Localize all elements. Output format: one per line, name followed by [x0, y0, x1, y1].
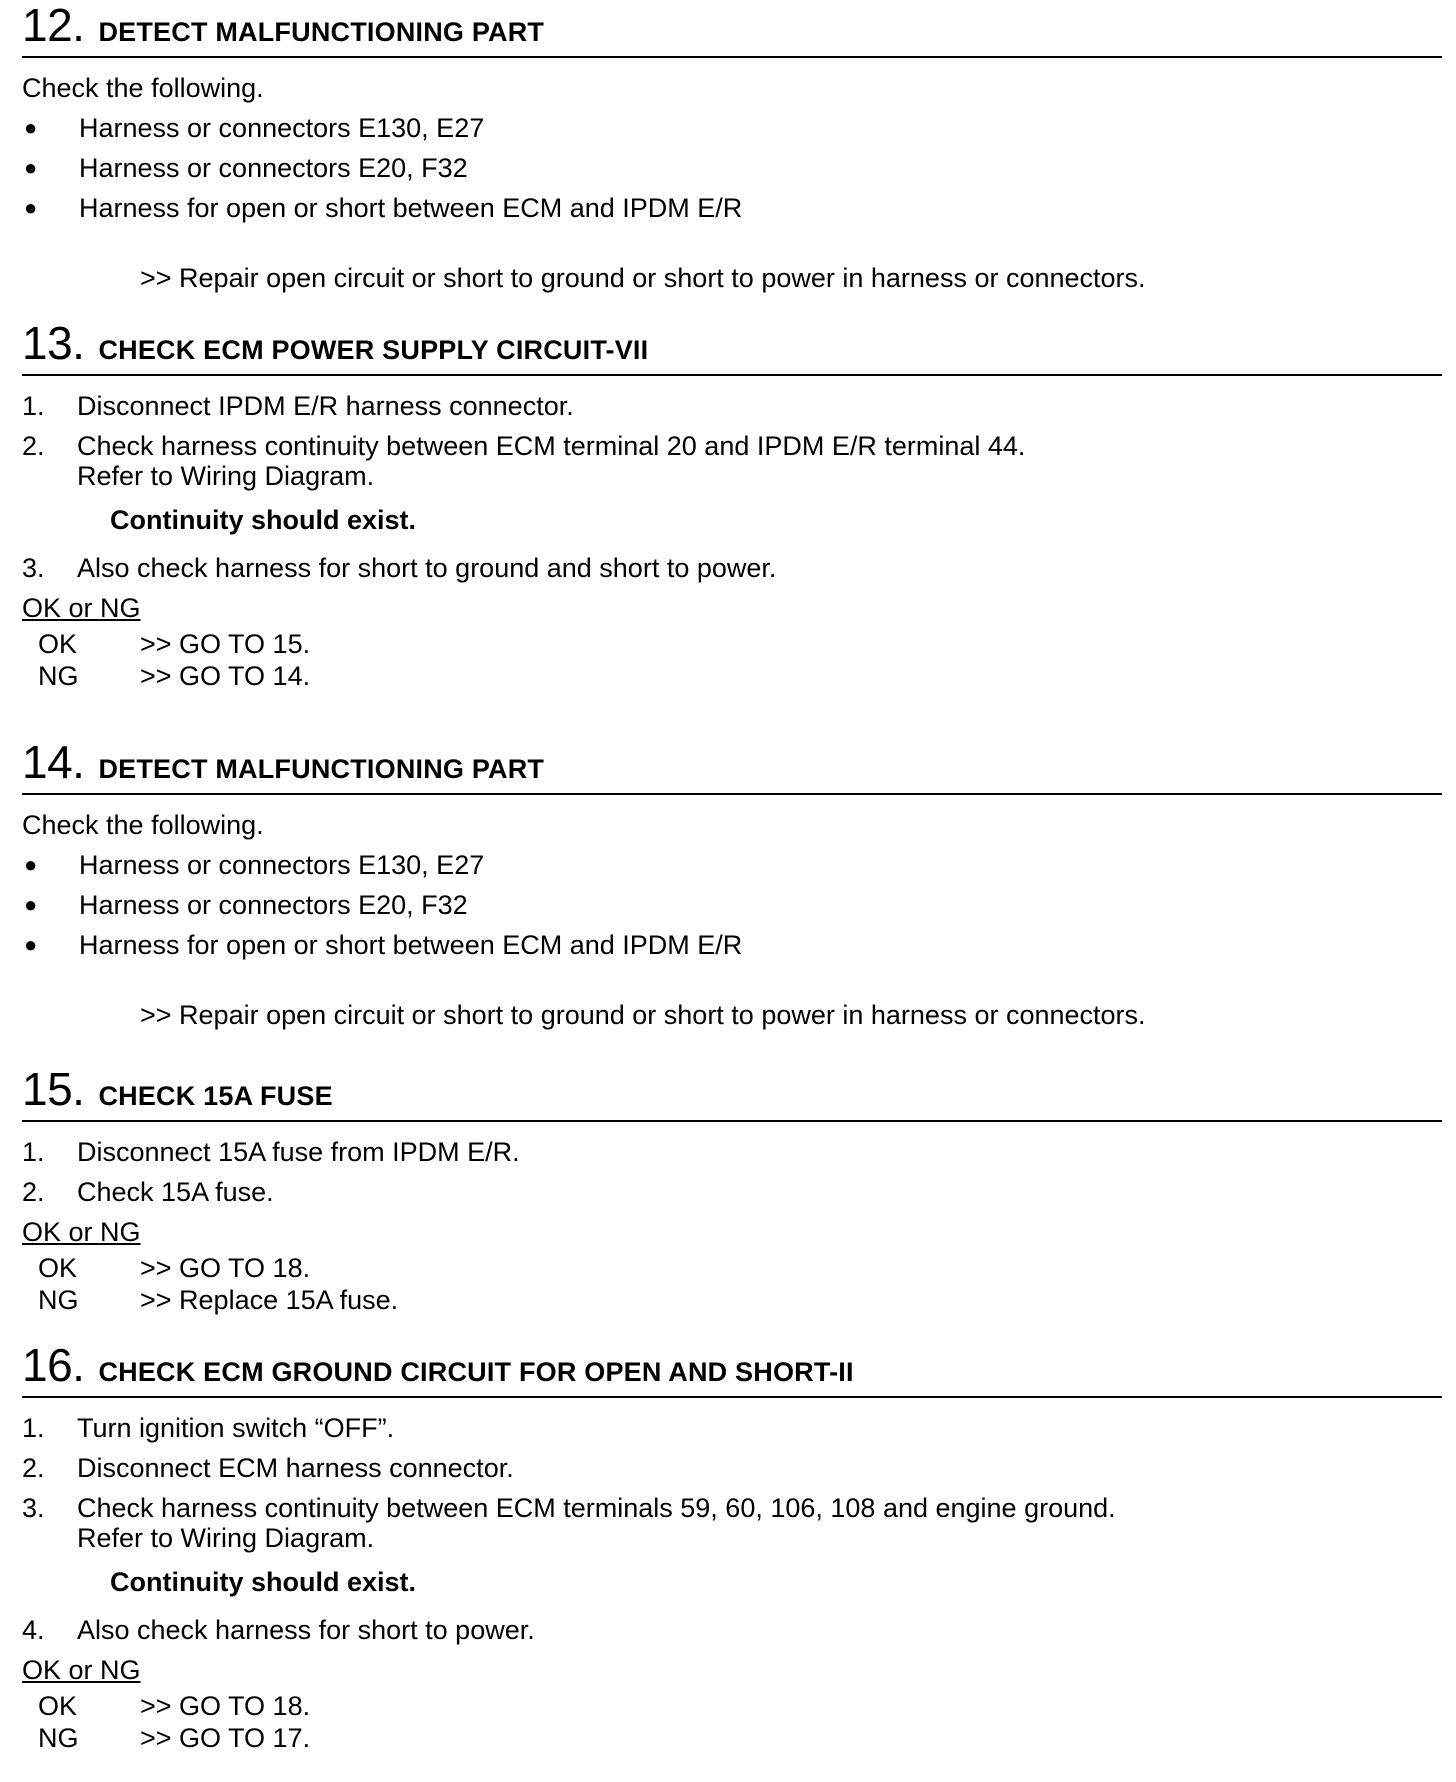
item-number: 4.: [22, 1615, 45, 1645]
spec-statement: Continuity should exist.: [110, 505, 417, 535]
item-number: 1.: [22, 391, 45, 421]
step-16: [22, 1340, 1442, 1754]
item-text: Also check harness for short to ground and short to power.: [77, 553, 777, 583]
result-heading: OK or NG: [22, 593, 141, 623]
step-number: 12.: [22, 0, 85, 51]
item-text: Turn ignition switch “OFF”.: [77, 1413, 395, 1443]
step-header: [22, 318, 1442, 376]
result-key: NG: [38, 661, 79, 691]
result-row: [22, 1284, 1442, 1316]
numbered-item: [22, 1408, 1442, 1448]
step-intro: Check the following.: [22, 73, 264, 103]
numbered-item: [22, 548, 1442, 588]
result-row: [22, 1722, 1442, 1754]
list-item: [22, 845, 1442, 885]
numbered-item: [22, 1172, 1442, 1212]
step-number: 13.: [22, 317, 85, 369]
result-action: >> GO TO 18.: [140, 1691, 311, 1721]
step-title: CHECK ECM POWER SUPPLY CIRCUIT-VII: [98, 335, 649, 365]
list-item-text: Harness for open or short between ECM and IPDM E/R: [79, 193, 743, 223]
step-15: [22, 1064, 1442, 1316]
item-number: 1.: [22, 1413, 45, 1443]
list-item-text: Harness or connectors E20, F32: [79, 153, 468, 183]
list-item-text: Harness for open or short between ECM and IPDM E/R: [79, 930, 743, 960]
item-number: 3.: [22, 553, 45, 583]
numbered-item: [22, 426, 1442, 492]
result-key: NG: [38, 1723, 79, 1753]
list-item: [22, 148, 1442, 188]
result-action: >> GO TO 17.: [140, 1723, 311, 1753]
step-header: [22, 737, 1442, 795]
step-title: CHECK ECM GROUND CIRCUIT FOR OPEN AND SHORT-II: [98, 1357, 854, 1387]
result-key: NG: [38, 1285, 79, 1315]
numbered-item: [22, 386, 1442, 426]
step-title: DETECT MALFUNCTIONING PART: [98, 17, 545, 47]
bullet-icon: ●: [24, 932, 38, 957]
item-number: 2.: [22, 1453, 45, 1483]
item-number: 1.: [22, 1137, 45, 1167]
list-item-text: Harness or connectors E130, E27: [79, 113, 485, 143]
result-action: >> GO TO 18.: [140, 1253, 311, 1283]
repair-instruction: >> Repair open circuit or short to ground or short to power in harness or connectors.: [140, 263, 1146, 293]
result-heading: OK or NG: [22, 1217, 141, 1247]
step-header: [22, 1064, 1442, 1122]
result-key: OK: [38, 629, 78, 659]
step-number: 16.: [22, 1339, 85, 1391]
list-item: [22, 925, 1442, 965]
item-number: 3.: [22, 1493, 45, 1523]
step-number: 14.: [22, 736, 85, 788]
item-number: 2.: [22, 1177, 45, 1207]
result-action: >> GO TO 15.: [140, 629, 311, 659]
bullet-icon: ●: [24, 155, 38, 180]
result-heading: OK or NG: [22, 1655, 141, 1685]
numbered-item: [22, 1448, 1442, 1488]
step-number: 15.: [22, 1063, 85, 1115]
step-header: [22, 0, 1442, 58]
item-text: Also check harness for short to power.: [77, 1615, 535, 1645]
result-key: OK: [38, 1691, 78, 1721]
step-title: CHECK 15A FUSE: [98, 1081, 333, 1111]
item-number: 2.: [22, 431, 45, 461]
result-row: [22, 1690, 1442, 1722]
bullet-icon: ●: [24, 195, 38, 220]
item-subtext: Refer to Wiring Diagram.: [77, 461, 375, 491]
result-action: >> Replace 15A fuse.: [140, 1285, 399, 1315]
step-12: [22, 0, 1442, 298]
numbered-item: [22, 1132, 1442, 1172]
item-text: Disconnect ECM harness connector.: [77, 1453, 514, 1483]
bullet-icon: ●: [24, 115, 38, 140]
step-header: [22, 1340, 1442, 1398]
step-14: [22, 737, 1442, 1035]
list-item-text: Harness or connectors E130, E27: [79, 850, 485, 880]
step-title: DETECT MALFUNCTIONING PART: [98, 754, 545, 784]
result-key: OK: [38, 1253, 78, 1283]
numbered-item: [22, 1488, 1442, 1554]
list-item: [22, 108, 1442, 148]
spec-statement: Continuity should exist.: [110, 1567, 417, 1597]
repair-instruction: >> Repair open circuit or short to ground or short to power in harness or connectors.: [140, 1000, 1146, 1030]
bullet-icon: ●: [24, 892, 38, 917]
item-subtext: Refer to Wiring Diagram.: [77, 1523, 375, 1553]
list-item-text: Harness or connectors E20, F32: [79, 890, 468, 920]
item-text: Check harness continuity between ECM terminals 59, 60, 106, 108 and engine ground.: [77, 1493, 1116, 1523]
list-item: [22, 188, 1442, 228]
result-action: >> GO TO 14.: [140, 661, 311, 691]
item-text: Disconnect 15A fuse from IPDM E/R.: [77, 1137, 520, 1167]
list-item: [22, 885, 1442, 925]
item-text: Check 15A fuse.: [77, 1177, 274, 1207]
numbered-item: [22, 1610, 1442, 1650]
item-text: Check harness continuity between ECM terminal 20 and IPDM E/R terminal 44.: [77, 431, 1026, 461]
step-intro: Check the following.: [22, 810, 264, 840]
bullet-icon: ●: [24, 852, 38, 877]
result-row: [22, 1252, 1442, 1284]
item-text: Disconnect IPDM E/R harness connector.: [77, 391, 574, 421]
result-row: [22, 628, 1442, 660]
step-13: [22, 318, 1442, 692]
result-row: [22, 660, 1442, 692]
